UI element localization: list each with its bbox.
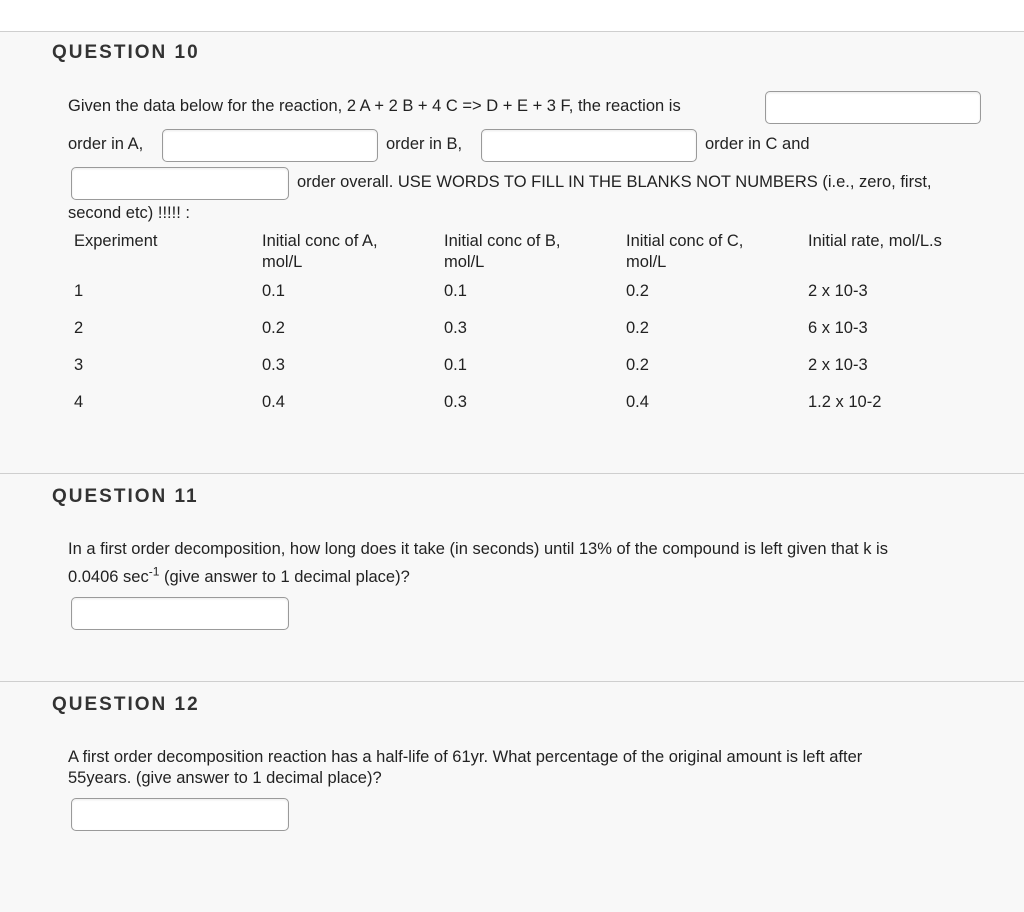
question-text-line1: A first order decomposition reaction has a half-life of 61yr. What percentage of the original amount is left after bbox=[68, 748, 863, 766]
cell-conc-b: 0.3 bbox=[444, 393, 467, 411]
table-row bbox=[68, 355, 1008, 392]
overall-order-input-inline[interactable] bbox=[765, 91, 981, 124]
cell-conc-b: 0.1 bbox=[444, 356, 467, 374]
cell-experiment: 2 bbox=[74, 319, 84, 337]
order-a-input[interactable] bbox=[162, 129, 378, 162]
rate-constant-text: 0.0406 sec bbox=[68, 568, 149, 586]
question-text-line1: Given the data below for the reaction, 2 A + 2 B + 4 C => D + E + 3 F, the reaction is bbox=[68, 97, 681, 115]
cell-experiment: 1 bbox=[74, 282, 84, 300]
order-in-a-label: order in A, bbox=[68, 135, 144, 153]
table-row bbox=[68, 392, 1008, 429]
cell-conc-a: 0.3 bbox=[262, 356, 285, 374]
question-text-line2 bbox=[68, 564, 410, 588]
order-in-b-label: order in B, bbox=[386, 135, 463, 153]
table-row bbox=[68, 281, 1008, 318]
cell-conc-c: 0.2 bbox=[626, 282, 649, 300]
cell-conc-b: 0.3 bbox=[444, 319, 467, 337]
rate-data-table bbox=[68, 231, 1008, 429]
question-12 bbox=[0, 681, 1024, 912]
order-b-input[interactable] bbox=[481, 129, 697, 162]
cell-conc-a: 0.1 bbox=[262, 282, 285, 300]
table-row bbox=[68, 318, 1008, 355]
header-rate: Initial rate, mol/L.s bbox=[808, 232, 942, 250]
exponent-superscript: -1 bbox=[148, 564, 160, 579]
cell-conc-c: 0.2 bbox=[626, 319, 649, 337]
cell-conc-a: 0.4 bbox=[262, 393, 285, 411]
header-experiment: Experiment bbox=[74, 232, 158, 250]
answer-input[interactable] bbox=[71, 597, 289, 630]
cell-experiment: 3 bbox=[74, 356, 84, 374]
question-text-line2: 55years. (give answer to 1 decimal place)? bbox=[68, 769, 382, 787]
instruction-text: (give answer to 1 decimal place)? bbox=[159, 568, 410, 586]
order-overall-label: order overall. USE WORDS TO FILL IN THE BLANKS NOT NUMBERS (i.e., zero, first, bbox=[297, 173, 932, 191]
question-11 bbox=[0, 473, 1024, 682]
cell-rate: 6 x 10-3 bbox=[808, 319, 868, 337]
instructions-end: second etc) !!!!! : bbox=[68, 204, 190, 222]
header-conc-a: Initial conc of A, mol/L bbox=[262, 232, 378, 271]
cell-rate: 2 x 10-3 bbox=[808, 356, 868, 374]
cell-conc-c: 0.2 bbox=[626, 356, 649, 374]
cell-conc-a: 0.2 bbox=[262, 319, 285, 337]
header-conc-c: Initial conc of C, mol/L bbox=[626, 232, 744, 271]
cell-experiment: 4 bbox=[74, 393, 84, 411]
answer-input[interactable] bbox=[71, 798, 289, 831]
header-conc-b: Initial conc of B, mol/L bbox=[444, 232, 561, 271]
cell-rate: 1.2 x 10-2 bbox=[808, 393, 882, 411]
question-10 bbox=[0, 31, 1024, 474]
question-title: QUESTION 11 bbox=[52, 486, 199, 507]
table-header-row bbox=[68, 231, 1008, 281]
cell-conc-b: 0.1 bbox=[444, 282, 467, 300]
question-text-line1: In a first order decomposition, how long does it take (in seconds) until 13% of the compound is left given that k is bbox=[68, 540, 888, 558]
order-c-input[interactable] bbox=[71, 167, 289, 200]
cell-conc-c: 0.4 bbox=[626, 393, 649, 411]
question-title: QUESTION 12 bbox=[52, 694, 200, 715]
order-in-c-label: order in C and bbox=[705, 135, 810, 153]
cell-rate: 2 x 10-3 bbox=[808, 282, 868, 300]
question-title: QUESTION 10 bbox=[52, 42, 200, 63]
